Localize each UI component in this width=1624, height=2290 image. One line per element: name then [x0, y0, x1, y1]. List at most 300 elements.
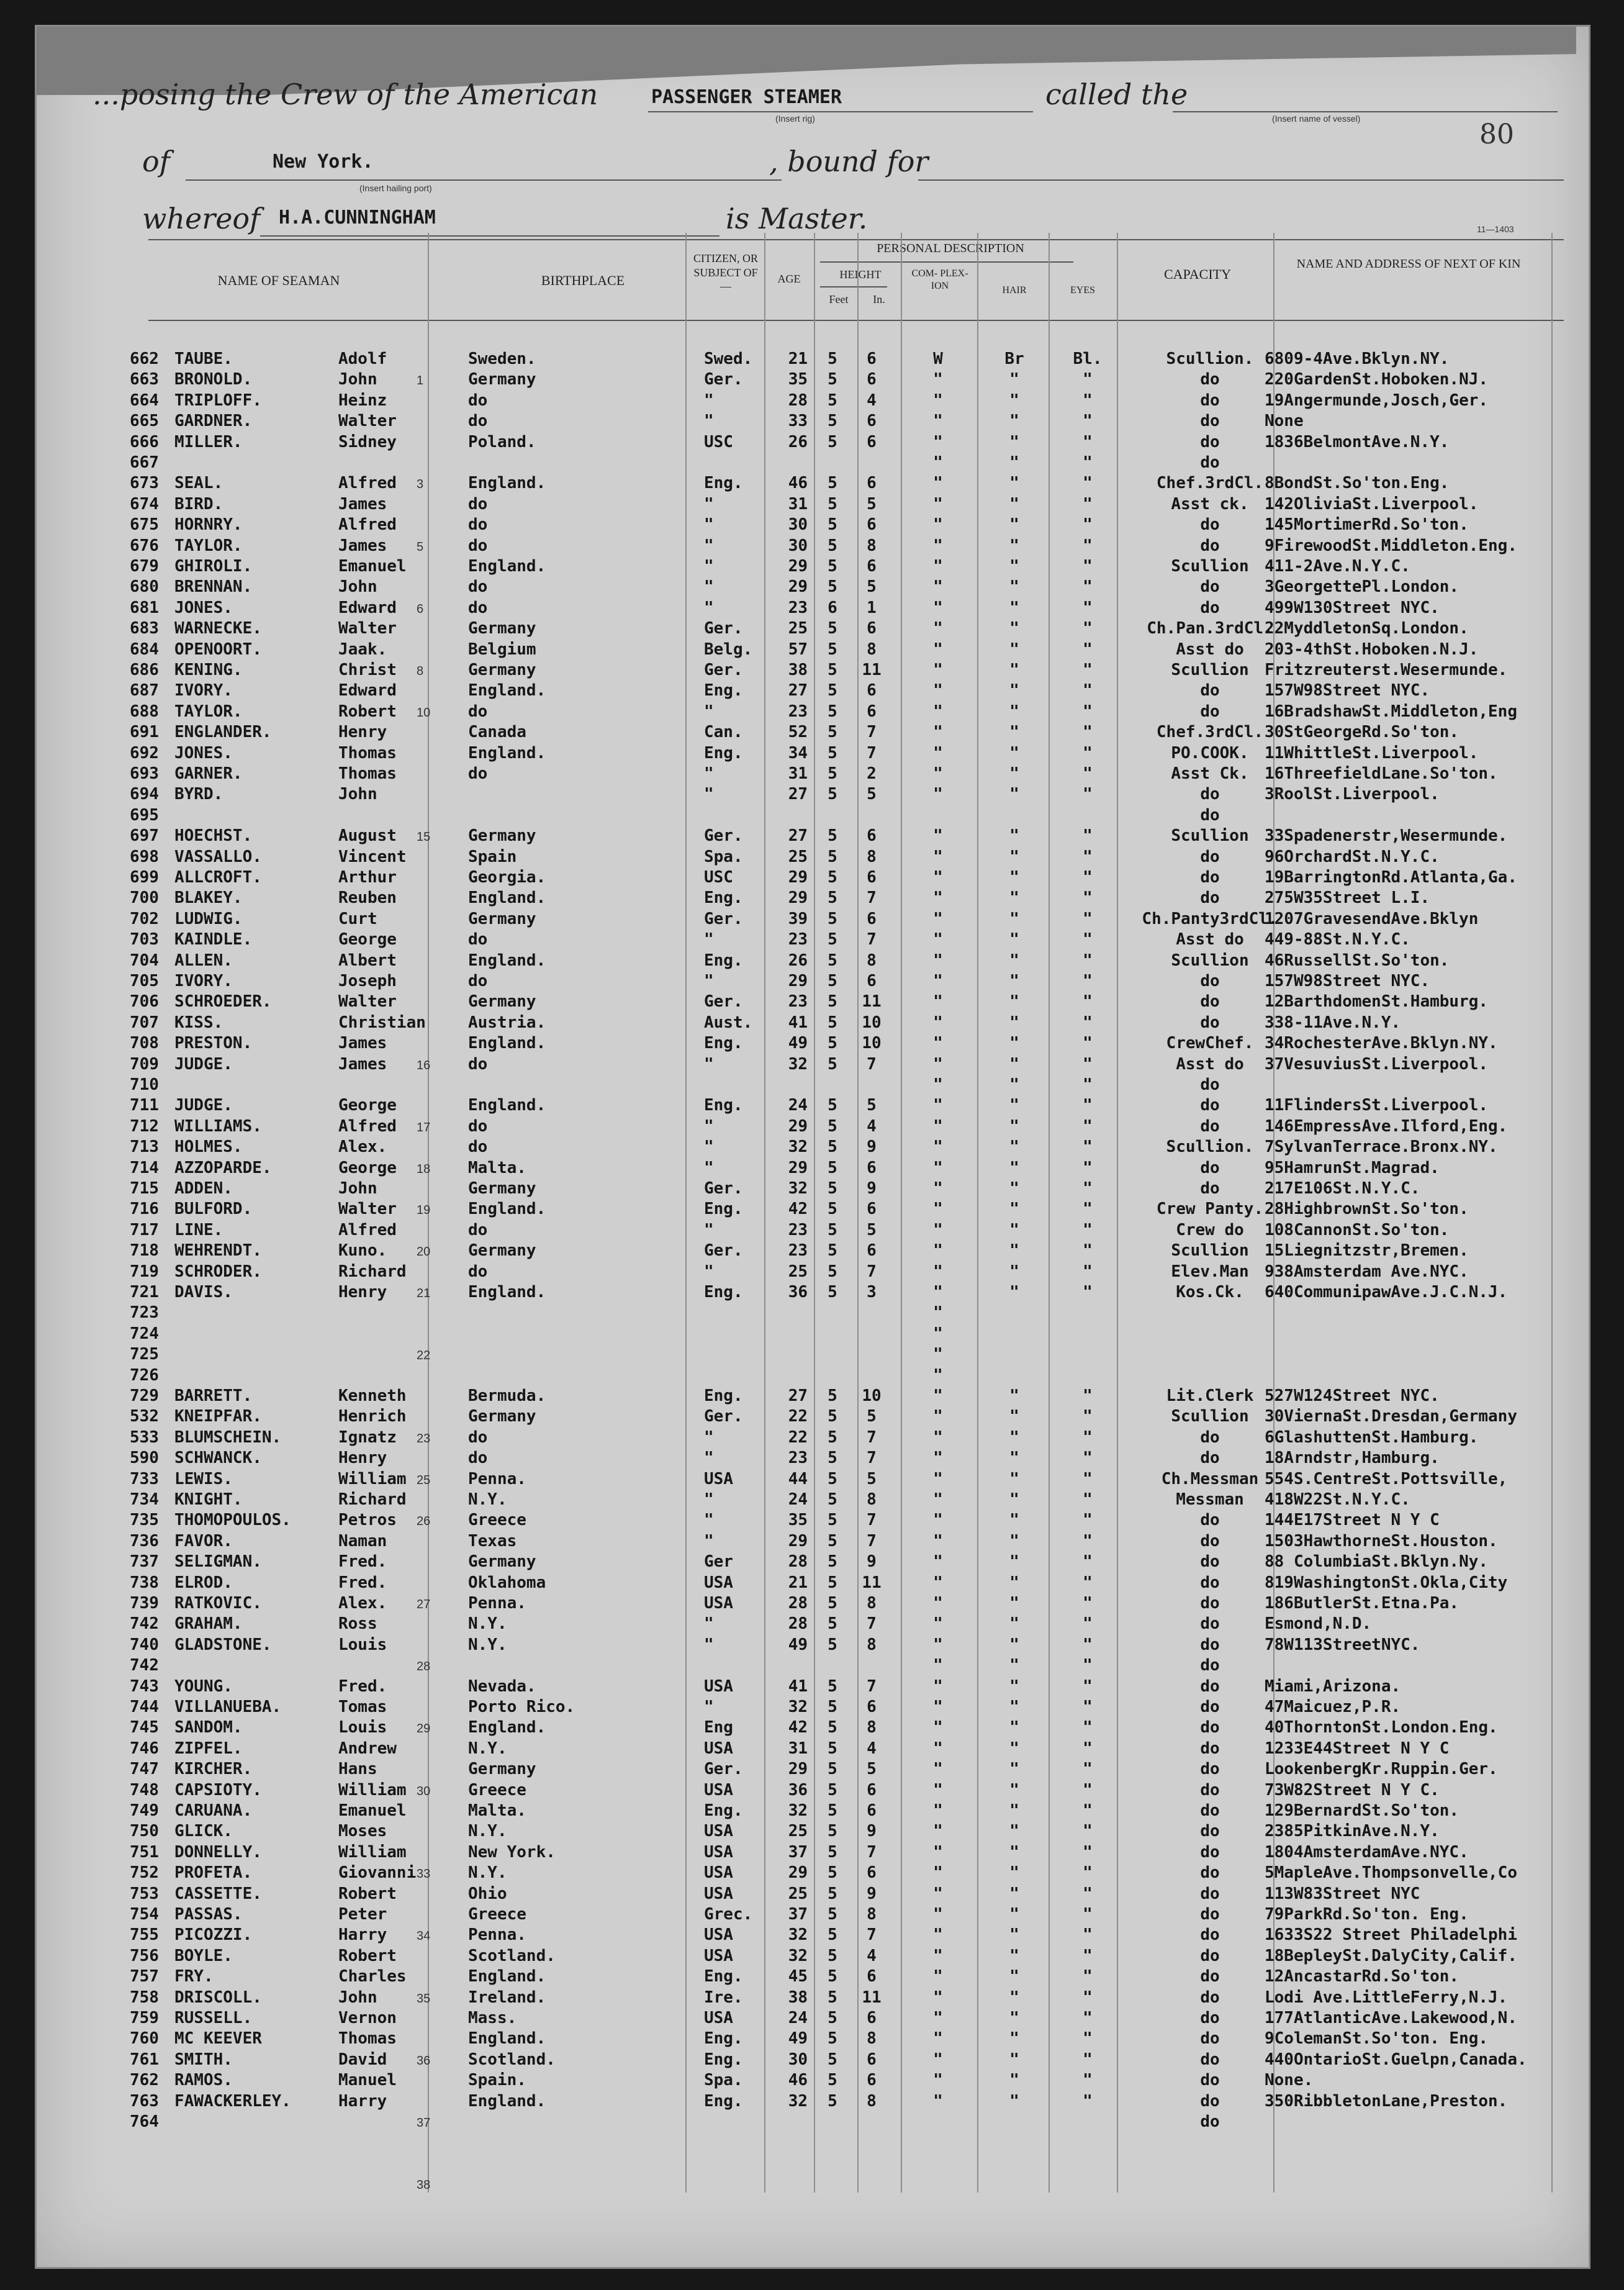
given-name: Thomas: [338, 764, 397, 783]
height-feet: 5: [828, 972, 837, 990]
next-of-kin: 146EmpressAve.Ilford,Eng.: [1265, 1116, 1508, 1136]
complexion: ": [933, 1303, 943, 1323]
hair: ": [1009, 972, 1019, 990]
surname: TAUBE.: [174, 350, 233, 368]
hair: ": [1009, 1698, 1019, 1716]
citizenship: ": [704, 1614, 714, 1634]
crew-row: [37, 1863, 1589, 1884]
row-number: 684: [130, 640, 159, 659]
age: 29: [788, 1116, 808, 1136]
next-of-kin: None.: [1265, 2071, 1314, 2090]
height-inches: 7: [867, 1531, 877, 1550]
given-name: Kenneth: [338, 1387, 407, 1405]
eyes: ": [1083, 640, 1093, 659]
birthplace: do: [468, 1262, 488, 1281]
citizenship: ": [704, 972, 714, 990]
crew-row: [37, 1885, 1589, 1905]
hair: ": [1009, 764, 1019, 783]
col-next-of-kin: NAME AND ADDRESS OF NEXT OF KIN: [1296, 257, 1521, 271]
surname: MC KEEVER: [174, 2029, 262, 2048]
height-inches: 7: [867, 1054, 877, 1074]
crew-row: [37, 930, 1589, 951]
row-number: 736: [130, 1531, 159, 1550]
height-inches: 5: [867, 785, 877, 804]
height-inches: 7: [867, 743, 877, 763]
surname: BLAKEY.: [174, 889, 243, 908]
next-of-kin: 350RibbletonLane,Preston.: [1265, 2091, 1508, 2111]
given-name: Henry: [338, 1283, 387, 1301]
surname: CASSETTE.: [174, 1884, 262, 1903]
hair: ": [1009, 1926, 1019, 1945]
form-code: 11—1403: [1477, 224, 1514, 234]
hair: ": [1009, 1158, 1019, 1177]
citizenship: Eng.: [704, 1200, 743, 1219]
hair: ": [1009, 1428, 1019, 1447]
eyes: ": [1083, 1905, 1093, 1924]
given-name: Peter: [338, 1905, 387, 1924]
birthplace: England.: [468, 951, 546, 970]
capacity: Ch.Messman: [1161, 1469, 1259, 1488]
hair: ": [1009, 1884, 1019, 1903]
crew-row: [37, 889, 1589, 909]
row-number: 676: [130, 536, 159, 555]
age: 29: [788, 1863, 808, 1883]
capacity: Asst do: [1176, 930, 1244, 949]
height-feet: 5: [828, 536, 837, 555]
complexion: ": [933, 826, 943, 846]
height-feet: 5: [828, 1013, 837, 1032]
surname: YOUNG.: [174, 1677, 233, 1696]
given-name: George: [338, 1158, 397, 1177]
surname: PASSAS.: [174, 1905, 243, 1924]
eyes: ": [1083, 743, 1093, 763]
surname: FRY.: [174, 1967, 214, 1986]
given-name: John: [338, 577, 377, 597]
next-of-kin: 449-88St.N.Y.C.: [1265, 930, 1410, 949]
complexion: ": [933, 847, 943, 866]
hair: ": [1009, 1013, 1019, 1032]
complexion: ": [933, 1345, 943, 1364]
next-of-kin: 33Spadenerstr,Wesermunde.: [1265, 826, 1508, 846]
master-name: H.A.CUNNINGHAM: [279, 207, 436, 229]
height-feet: 5: [828, 1490, 837, 1509]
citizenship: Eng.: [704, 1096, 743, 1115]
complexion: ": [933, 412, 943, 431]
age: 27: [788, 1387, 808, 1405]
birthplace: Malta.: [468, 1158, 526, 1177]
age: 31: [788, 494, 808, 514]
crew-row: [37, 370, 1589, 391]
citizenship: Ger.: [704, 909, 743, 928]
height-feet: 5: [828, 391, 837, 410]
height-inches: 6: [867, 1863, 877, 1883]
surname: SEAL.: [174, 474, 223, 493]
height-feet: 5: [828, 1863, 837, 1883]
row-number: 679: [130, 557, 159, 576]
col-name-of-seaman: NAME OF SEAMAN: [217, 273, 340, 288]
crew-row: [37, 619, 1589, 640]
birthplace: do: [468, 412, 488, 431]
next-of-kin: 30ViernaSt.Dresdan,Germany: [1265, 1407, 1517, 1426]
crew-row: [37, 2112, 1589, 2133]
line-number-mark: 10: [417, 705, 431, 720]
surname: KNEIPFAR.: [174, 1407, 262, 1426]
capacity: do: [1200, 2112, 1220, 2131]
age: 25: [788, 1262, 808, 1281]
complexion: ": [933, 1739, 943, 1758]
birthplace: Canada: [468, 723, 526, 742]
crew-row: [37, 910, 1589, 930]
next-of-kin: Lodi Ave.LittleFerry,N.J.: [1265, 1988, 1508, 2007]
eyes: ": [1083, 557, 1093, 576]
citizenship: Spa.: [704, 847, 743, 866]
line-number-mark: 8: [417, 664, 424, 678]
birthplace: do: [468, 1449, 488, 1468]
age: 25: [788, 847, 808, 866]
height-feet: 5: [828, 1635, 837, 1654]
crew-row: [37, 1241, 1589, 1262]
row-number: 758: [130, 1988, 159, 2007]
next-of-kin: 177AtlanticAve.Lakewood,N.: [1265, 2009, 1517, 2027]
capacity: do: [1200, 1552, 1220, 1572]
citizenship: Eng.: [704, 1801, 743, 1820]
crew-row: [37, 2029, 1589, 2050]
birthplace: England.: [468, 743, 546, 763]
height-inches: 8: [867, 1490, 877, 1509]
hair: ": [1009, 412, 1019, 431]
height-feet: 5: [828, 640, 837, 659]
height-inches: 4: [867, 1739, 877, 1758]
eyes: ": [1083, 1946, 1093, 1965]
row-number: 729: [130, 1387, 159, 1405]
crew-row: [37, 2050, 1589, 2071]
capacity: do: [1200, 1096, 1220, 1115]
surname: ALLCROFT.: [174, 868, 262, 887]
citizenship: USA: [704, 1573, 733, 1592]
capacity: do: [1200, 1842, 1220, 1862]
row-number: 712: [130, 1116, 159, 1136]
vessel-rule: [1173, 111, 1558, 112]
crew-row: [37, 992, 1589, 1013]
rig-rule: [648, 111, 1033, 112]
surname: RATKOVIC.: [174, 1594, 262, 1613]
capacity: Ch.Pan.3rdCl.: [1147, 619, 1273, 638]
complexion: ": [933, 2071, 943, 2090]
given-name: Alex.: [338, 1138, 387, 1157]
next-of-kin: 5MapleAve.Thompsonvelle,Co: [1265, 1863, 1517, 1883]
birthplace: England.: [468, 2029, 546, 2048]
eyes: ": [1083, 515, 1093, 535]
line-number-mark: 21: [417, 1287, 431, 1300]
complexion: W: [933, 350, 943, 368]
citizenship: ": [704, 1262, 714, 1281]
hair: ": [1009, 494, 1019, 514]
given-name: Vincent: [338, 847, 407, 866]
capacity: do: [1200, 1905, 1220, 1924]
surname: PRESTON.: [174, 1034, 253, 1053]
crew-row: [37, 2071, 1589, 2091]
height-feet: 6: [828, 598, 837, 617]
birthplace: Oklahoma: [468, 1573, 546, 1592]
birthplace: Germany: [468, 992, 536, 1011]
eyes: ": [1083, 432, 1093, 451]
citizenship: Eng.: [704, 1387, 743, 1405]
hair: ": [1009, 1511, 1019, 1530]
col-inches: In.: [873, 293, 885, 305]
crew-row: [37, 515, 1589, 536]
height-inches: 5: [867, 494, 877, 514]
complexion: ": [933, 1718, 943, 1737]
surname: ELROD.: [174, 1573, 233, 1592]
crew-row: [37, 1407, 1589, 1428]
given-name: Jaak.: [338, 640, 387, 659]
citizenship: Eng.: [704, 1034, 743, 1053]
crew-row: [37, 1988, 1589, 2009]
surname: BIRD.: [174, 494, 223, 514]
age: 23: [788, 1220, 808, 1239]
given-name: George: [338, 930, 397, 949]
hair: ": [1009, 847, 1019, 866]
crew-row: [37, 723, 1589, 743]
age: 52: [788, 723, 808, 742]
given-name: Louis: [338, 1718, 387, 1737]
row-number: 714: [130, 1158, 159, 1177]
citizenship: USA: [704, 1677, 733, 1696]
eyes: ": [1083, 1698, 1093, 1716]
height-inches: 6: [867, 2071, 877, 2090]
next-of-kin: 819WashingtonSt.Okla,City: [1265, 1573, 1508, 1592]
next-of-kin: 9ColemanSt.So'ton. Eng.: [1265, 2029, 1489, 2048]
next-of-kin: 2385PitkinAve.N.Y.: [1265, 1822, 1440, 1841]
crew-row: [37, 536, 1589, 557]
capacity: do: [1200, 1780, 1220, 1799]
capacity: do: [1200, 2071, 1220, 2090]
height-feet: 5: [828, 1283, 837, 1301]
height-inches: 7: [867, 1511, 877, 1530]
col-hair: HAIR: [1002, 285, 1027, 296]
citizenship: USA: [704, 1780, 733, 1799]
complexion: ": [933, 2050, 943, 2069]
birthplace: Ireland.: [468, 1988, 546, 2007]
row-number: 667: [130, 453, 159, 472]
crew-row: [37, 495, 1589, 515]
citizenship: Can.: [704, 723, 743, 742]
surname: TRIPLOFF.: [174, 391, 262, 410]
capacity: do: [1200, 1158, 1220, 1177]
surname: FAWACKERLEY.: [174, 2091, 291, 2111]
crew-row: [37, 1532, 1589, 1552]
birthplace: Spain: [468, 847, 517, 866]
height-inches: 8: [867, 1718, 877, 1737]
hair: ": [1009, 1801, 1019, 1820]
citizenship: Grec.: [704, 1905, 753, 1924]
crew-row: [37, 1781, 1589, 1801]
height-feet: 5: [828, 1780, 837, 1799]
height-inches: 6: [867, 1158, 877, 1177]
complexion: ": [933, 785, 943, 804]
height-feet: 5: [828, 432, 837, 451]
citizenship: ": [704, 764, 714, 783]
height-feet: 5: [828, 557, 837, 576]
crew-row: [37, 785, 1589, 805]
citizenship: ": [704, 557, 714, 576]
crew-row: [37, 1490, 1589, 1511]
given-name: Arthur: [338, 868, 397, 887]
age: 45: [788, 1967, 808, 1986]
given-name: Christian: [338, 1013, 426, 1032]
height-feet: 5: [828, 1552, 837, 1572]
height-feet: 5: [828, 1179, 837, 1198]
capacity: Asst do: [1176, 640, 1244, 659]
line-number-mark: 36: [417, 2053, 431, 2068]
next-of-kin: 8BondSt.So'ton.Eng.: [1265, 474, 1450, 493]
citizenship: ": [704, 1511, 714, 1530]
given-name: Alfred: [338, 474, 397, 493]
birthplace: Germany: [468, 619, 536, 638]
row-number: 745: [130, 1718, 159, 1737]
complexion: ": [933, 972, 943, 990]
citizenship: USA: [704, 1822, 733, 1841]
age: 42: [788, 1200, 808, 1219]
crew-row: [37, 2009, 1589, 2029]
citizenship: ": [704, 494, 714, 514]
complexion: ": [933, 1677, 943, 1696]
complexion: ": [933, 391, 943, 410]
eyes: ": [1083, 1988, 1093, 2007]
capacity: Asst do: [1176, 1054, 1244, 1074]
capacity: do: [1200, 1075, 1220, 1094]
height-inches: 8: [867, 1635, 877, 1654]
height-feet: 5: [828, 1116, 837, 1136]
birthplace: do: [468, 930, 488, 949]
capacity: do: [1200, 1946, 1220, 1965]
next-of-kin: 12BarthdomenSt.Hamburg.: [1265, 992, 1489, 1011]
height-feet: 5: [828, 494, 837, 514]
height-inches: 7: [867, 930, 877, 949]
height-inches: 5: [867, 1407, 877, 1426]
capacity: Chef.3rdCl.: [1156, 723, 1264, 742]
eyes: ": [1083, 619, 1093, 638]
surname: PICOZZI.: [174, 1926, 253, 1945]
citizenship: Eng.: [704, 681, 743, 700]
height-inches: 6: [867, 868, 877, 887]
citizenship: Eng.: [704, 1283, 743, 1301]
surname: WILLIAMS.: [174, 1116, 262, 1136]
hair: ": [1009, 1614, 1019, 1634]
eyes: Bl.: [1073, 350, 1103, 368]
given-name: James: [338, 1054, 387, 1074]
capacity: Messman: [1176, 1490, 1244, 1509]
surname: BARRETT.: [174, 1387, 253, 1405]
height-feet: 5: [828, 1138, 837, 1157]
height-feet: 5: [828, 1241, 837, 1260]
crew-row: [37, 1656, 1589, 1677]
height-feet: 5: [828, 412, 837, 431]
row-number: 704: [130, 951, 159, 970]
complexion: ": [933, 370, 943, 389]
surname: BULFORD.: [174, 1200, 253, 1219]
birthplace: Germany: [468, 826, 536, 846]
line-number-mark: 34: [417, 1929, 431, 1944]
line-number-mark: 35: [417, 1991, 431, 2006]
crew-row: [37, 1055, 1589, 1075]
hair: ": [1009, 453, 1019, 472]
next-of-kin: 418W22St.N.Y.C.: [1265, 1490, 1410, 1509]
given-name: Robert: [338, 1884, 397, 1903]
birthplace: Poland.: [468, 432, 536, 451]
hair: ": [1009, 1718, 1019, 1737]
crew-row: [37, 1034, 1589, 1054]
birthplace: Belgium: [468, 640, 536, 659]
row-number: 693: [130, 764, 159, 783]
complexion: ": [933, 1801, 943, 1820]
capacity: do: [1200, 1594, 1220, 1613]
eyes: ": [1083, 951, 1093, 970]
row-number: 533: [130, 1428, 159, 1447]
col-height: HEIGHT: [839, 268, 882, 281]
hair: ": [1009, 2009, 1019, 2027]
given-name: Walter: [338, 412, 397, 431]
hair: ": [1009, 868, 1019, 887]
citizenship: Spa.: [704, 2071, 743, 2090]
next-of-kin: 40ThorntonSt.London.Eng.: [1265, 1718, 1498, 1737]
next-of-kin: Miami,Arizona.: [1265, 1677, 1401, 1696]
height-inches: 6: [867, 1698, 877, 1716]
height-inches: 9: [867, 1552, 877, 1572]
height-feet: 5: [828, 909, 837, 928]
crew-row: [37, 1013, 1589, 1034]
row-number: 721: [130, 1283, 159, 1301]
height-inches: 8: [867, 1594, 877, 1613]
surname: JONES.: [174, 743, 233, 763]
called-the-label: called the: [1045, 78, 1188, 111]
birthplace: Penna.: [468, 1926, 526, 1945]
surname: BLUMSCHEIN.: [174, 1428, 282, 1447]
line-number-mark: 1: [417, 374, 424, 388]
complexion: ": [933, 1531, 943, 1550]
citizenship: Ger.: [704, 1760, 743, 1779]
height-feet: 5: [828, 681, 837, 700]
complexion: ": [933, 453, 943, 472]
age: 23: [788, 702, 808, 721]
surname: CARUANA.: [174, 1801, 253, 1820]
hair: ": [1009, 515, 1019, 535]
surname: TAYLOR.: [174, 702, 243, 721]
crew-row: [37, 951, 1589, 972]
height-feet: 5: [828, 1407, 837, 1426]
citizenship: USA: [704, 1884, 733, 1903]
height-inches: 6: [867, 1780, 877, 1799]
next-of-kin: 554S.CentreSt.Pottsville,: [1265, 1469, 1508, 1488]
row-number: 733: [130, 1469, 159, 1488]
capacity: do: [1200, 1614, 1220, 1634]
surname: GARNER.: [174, 764, 243, 783]
age: 29: [788, 1158, 808, 1177]
given-name: Tomas: [338, 1698, 387, 1716]
hair: ": [1009, 1490, 1019, 1509]
age: 24: [788, 2009, 808, 2027]
row-number: 763: [130, 2091, 159, 2111]
hair: ": [1009, 1552, 1019, 1572]
age: 29: [788, 557, 808, 576]
crew-row: [37, 661, 1589, 681]
eyes: ": [1083, 1407, 1093, 1426]
crew-row: [37, 1636, 1589, 1656]
given-name: Henry: [338, 1449, 387, 1468]
capacity: do: [1200, 1449, 1220, 1468]
surname: JONES.: [174, 598, 233, 617]
height-feet: 5: [828, 515, 837, 535]
